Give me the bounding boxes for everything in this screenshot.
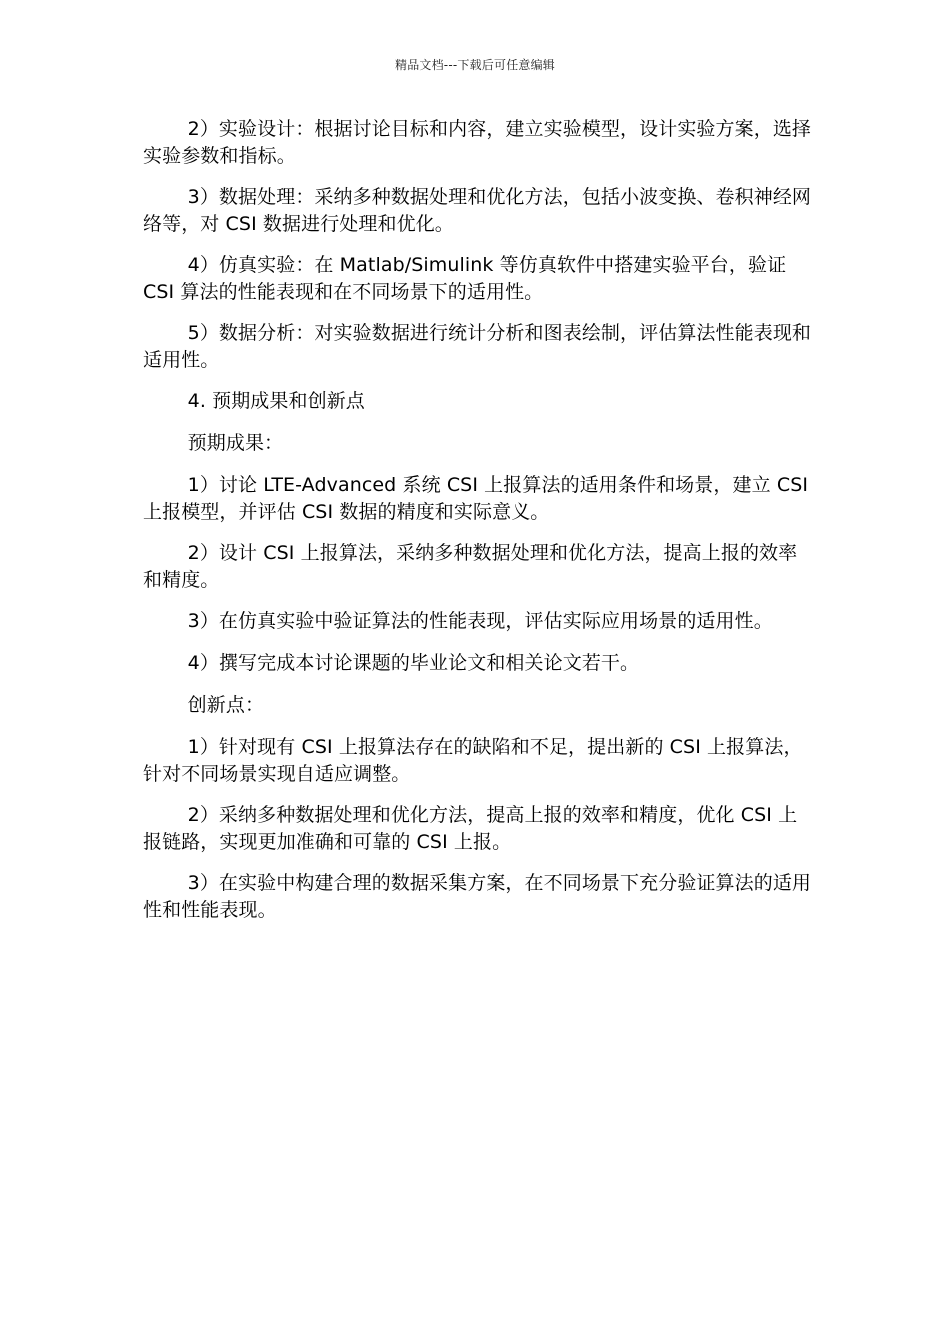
result-item-1: 1）讨论 LTE-Advanced 系统 CSI 上报算法的适用条件和场景，建立 CSI 上报模型，并评估 CSI 数据的精度和实际意义。 [143,474,809,523]
innovation-item-3: 3）在实验中构建合理的数据采集方案，在不同场景下充分验证算法的适用性和性能表现。 [143,872,812,921]
result-item-3: 3）在仿真实验中验证算法的性能表现，评估实际应用场景的适用性。 [187,610,773,632]
section-heading-expected-results: 4. 预期成果和创新点 [187,390,365,412]
paragraph-experiment-design: 2）实验设计：根据讨论目标和内容，建立实验模型，设计实验方案，选择实验参数和指标。 [143,118,812,167]
paragraph-data-analysis: 5）数据分析：对实验数据进行统计分析和图表绘制，评估算法性能表现和适用性。 [143,322,812,371]
paragraph-simulation: 4）仿真实验：在 Matlab/Simulink 等仿真软件中搭建实验平台，验证 CSI 算法的性能表现和在不同场景下的适用性。 [143,254,787,303]
innovation-item-2: 2）采纳多种数据处理和优化方法，提高上报的效率和精度，优化 CSI 上报链路，实现更加准确和可靠的 CSI 上报。 [143,804,798,853]
result-item-4: 4）撰写完成本讨论课题的毕业论文和相关论文若干。 [187,652,640,674]
paragraph-data-processing: 3）数据处理：采纳多种数据处理和优化方法，包括小波变换、卷积神经网络等，对 CSI 数据进行处理和优化。 [143,186,812,235]
page-header: 精品文档---下载后可任意编辑 [395,58,555,72]
result-item-2: 2）设计 CSI 上报算法，采纳多种数据处理和优化方法，提高上报的效率和精度。 [143,542,798,591]
innovation-item-1: 1）针对现有 CSI 上报算法存在的缺陷和不足，提出新的 CSI 上报算法，针对不同场景实现自适应调整。 [143,736,803,785]
document-body [143,116,815,938]
subheading-innovations: 创新点： [187,694,265,716]
subheading-expected-results: 预期成果： [187,432,284,454]
